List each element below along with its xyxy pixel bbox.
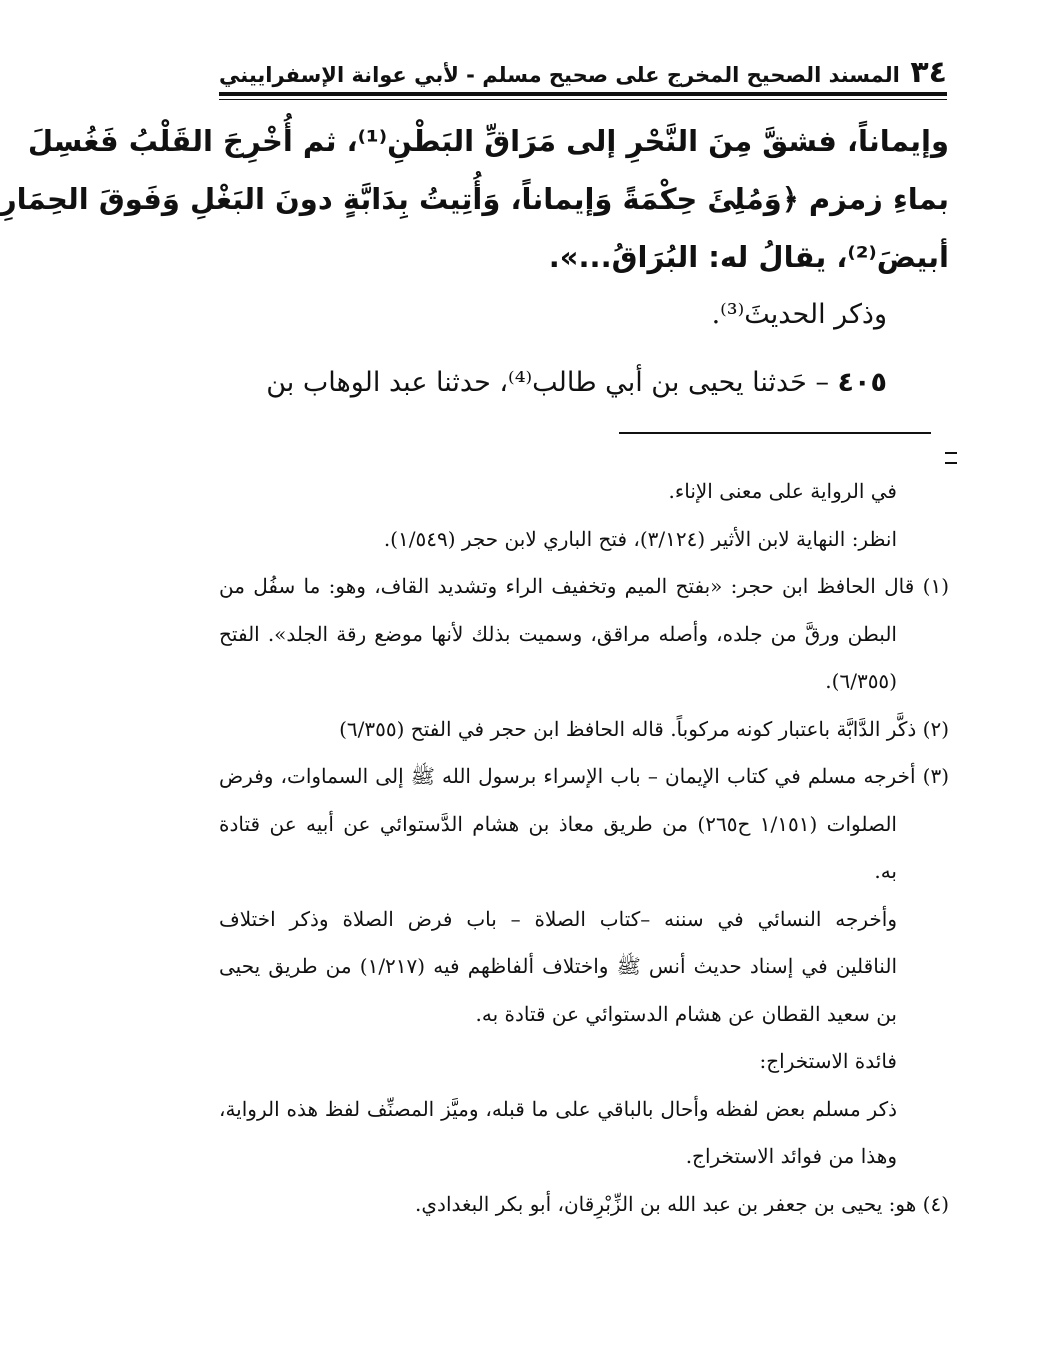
main-line: وذكر الحديثَ⁽³⁾. xyxy=(711,299,887,330)
footnote-line: (٢) ذكَّر الدَّابَّة باعتبار كونه مركوباً. قاله الحافظ ابن حجر في الفتح (٦/٣٥٥) xyxy=(339,716,949,741)
main-line: بماءِ زمزم ﴿وَمُلِئَ حِكْمَةً وَإيماناً، وَأُتِيتُ بِدَابَّةٍ دونَ البَغْلِ وَفَوقَ الحِمَارِ xyxy=(0,182,949,216)
hadith-line xyxy=(215,354,949,412)
main-line: أبيضَ⁽²⁾، يقالُ له: البُرَاقُ...». xyxy=(548,240,949,274)
footnote-line: (١) قال الحافظ ابن حجر: «بفتح الميم وتخفيف الراء وتشديد القاف، وهو: ما سفُل من xyxy=(219,574,949,598)
footnote-line: الصلوات (١/١٥١ ح٢٦٥) من طريق معاذ بن هشام الدَّستوائي عن أبيه عن قتادة xyxy=(219,811,897,836)
footnote-line: ذكر مسلم بعض لفظه وأحال بالباقي على ما قبله، وميَّز المصنِّف لفظ هذه الرواية، xyxy=(219,1096,897,1121)
footnote-line: الناقلين في إسناد حديث أنس ﷺ واختلاف ألفاظهم فيه (١/٢١٧) من طريق يحيى xyxy=(219,954,897,978)
footnote-line: انظر: النهاية لابن الأثير (٣/١٢٤)، فتح الباري لابن حجر (١/٥٤٩). xyxy=(383,526,897,551)
continuation-mark xyxy=(945,452,957,464)
footnote-line: به. xyxy=(874,859,897,883)
footnote-line: وأخرجه النسائي في سننه –كتاب الصلاة – باب فرض الصلاة وذكر اختلاف xyxy=(219,906,897,931)
page-number: ٣٤ xyxy=(910,55,947,90)
header-rule-thick xyxy=(219,92,947,96)
footnote-line: (٤) هو: يحيى بن جعفر بن عبد الله بن الزِّبْرِقان، أبو بكر البغدادي. xyxy=(415,1191,949,1216)
footnotes xyxy=(219,468,949,1228)
main-line: وإيماناً، فشقَّ مِنَ النَّحْرِ إلى مَرَاقِّ البَطْنِ⁽¹⁾، ثم أُخْرِجَ القَلْبُ فَغُسِلَ xyxy=(27,124,949,158)
footnote-line: فائدة الاستخراج: xyxy=(759,1049,897,1073)
footnote-line: (٦/٣٥٥). xyxy=(825,669,897,693)
footnote-line: (٣) أخرجه مسلم في كتاب الإيمان – باب الإسراء برسول الله ﷺ إلى السماوات، وفرض xyxy=(219,764,949,788)
page-header xyxy=(219,52,947,90)
footnote-separator xyxy=(619,432,931,434)
footnote-line: وهذا من فوائد الاستخراج. xyxy=(685,1144,897,1168)
hadith-number: ٤٠٥ xyxy=(837,367,887,398)
running-title: المسند الصحيح المخرج على صحيح مسلم - لأبي عوانة الإسفراييني xyxy=(219,63,900,87)
header-rule-thin xyxy=(219,99,947,100)
footnote-line: البطن ورقَّ من جلده، وأصله مراقق، وسميت بذلك لأنها موضع رقة الجلد». الفتح xyxy=(219,621,897,646)
footnote-line: في الرواية على معنى الإناء. xyxy=(668,479,897,503)
hadith-text: – حَدثنا يحيى بن أبي طالب⁽⁴⁾، حدثنا عبد الوهاب بن xyxy=(266,367,829,398)
main-text xyxy=(0,112,949,412)
footnote-line: بن سعيد القطان عن هشام الدستوائي عن قتادة به. xyxy=(475,1001,897,1026)
